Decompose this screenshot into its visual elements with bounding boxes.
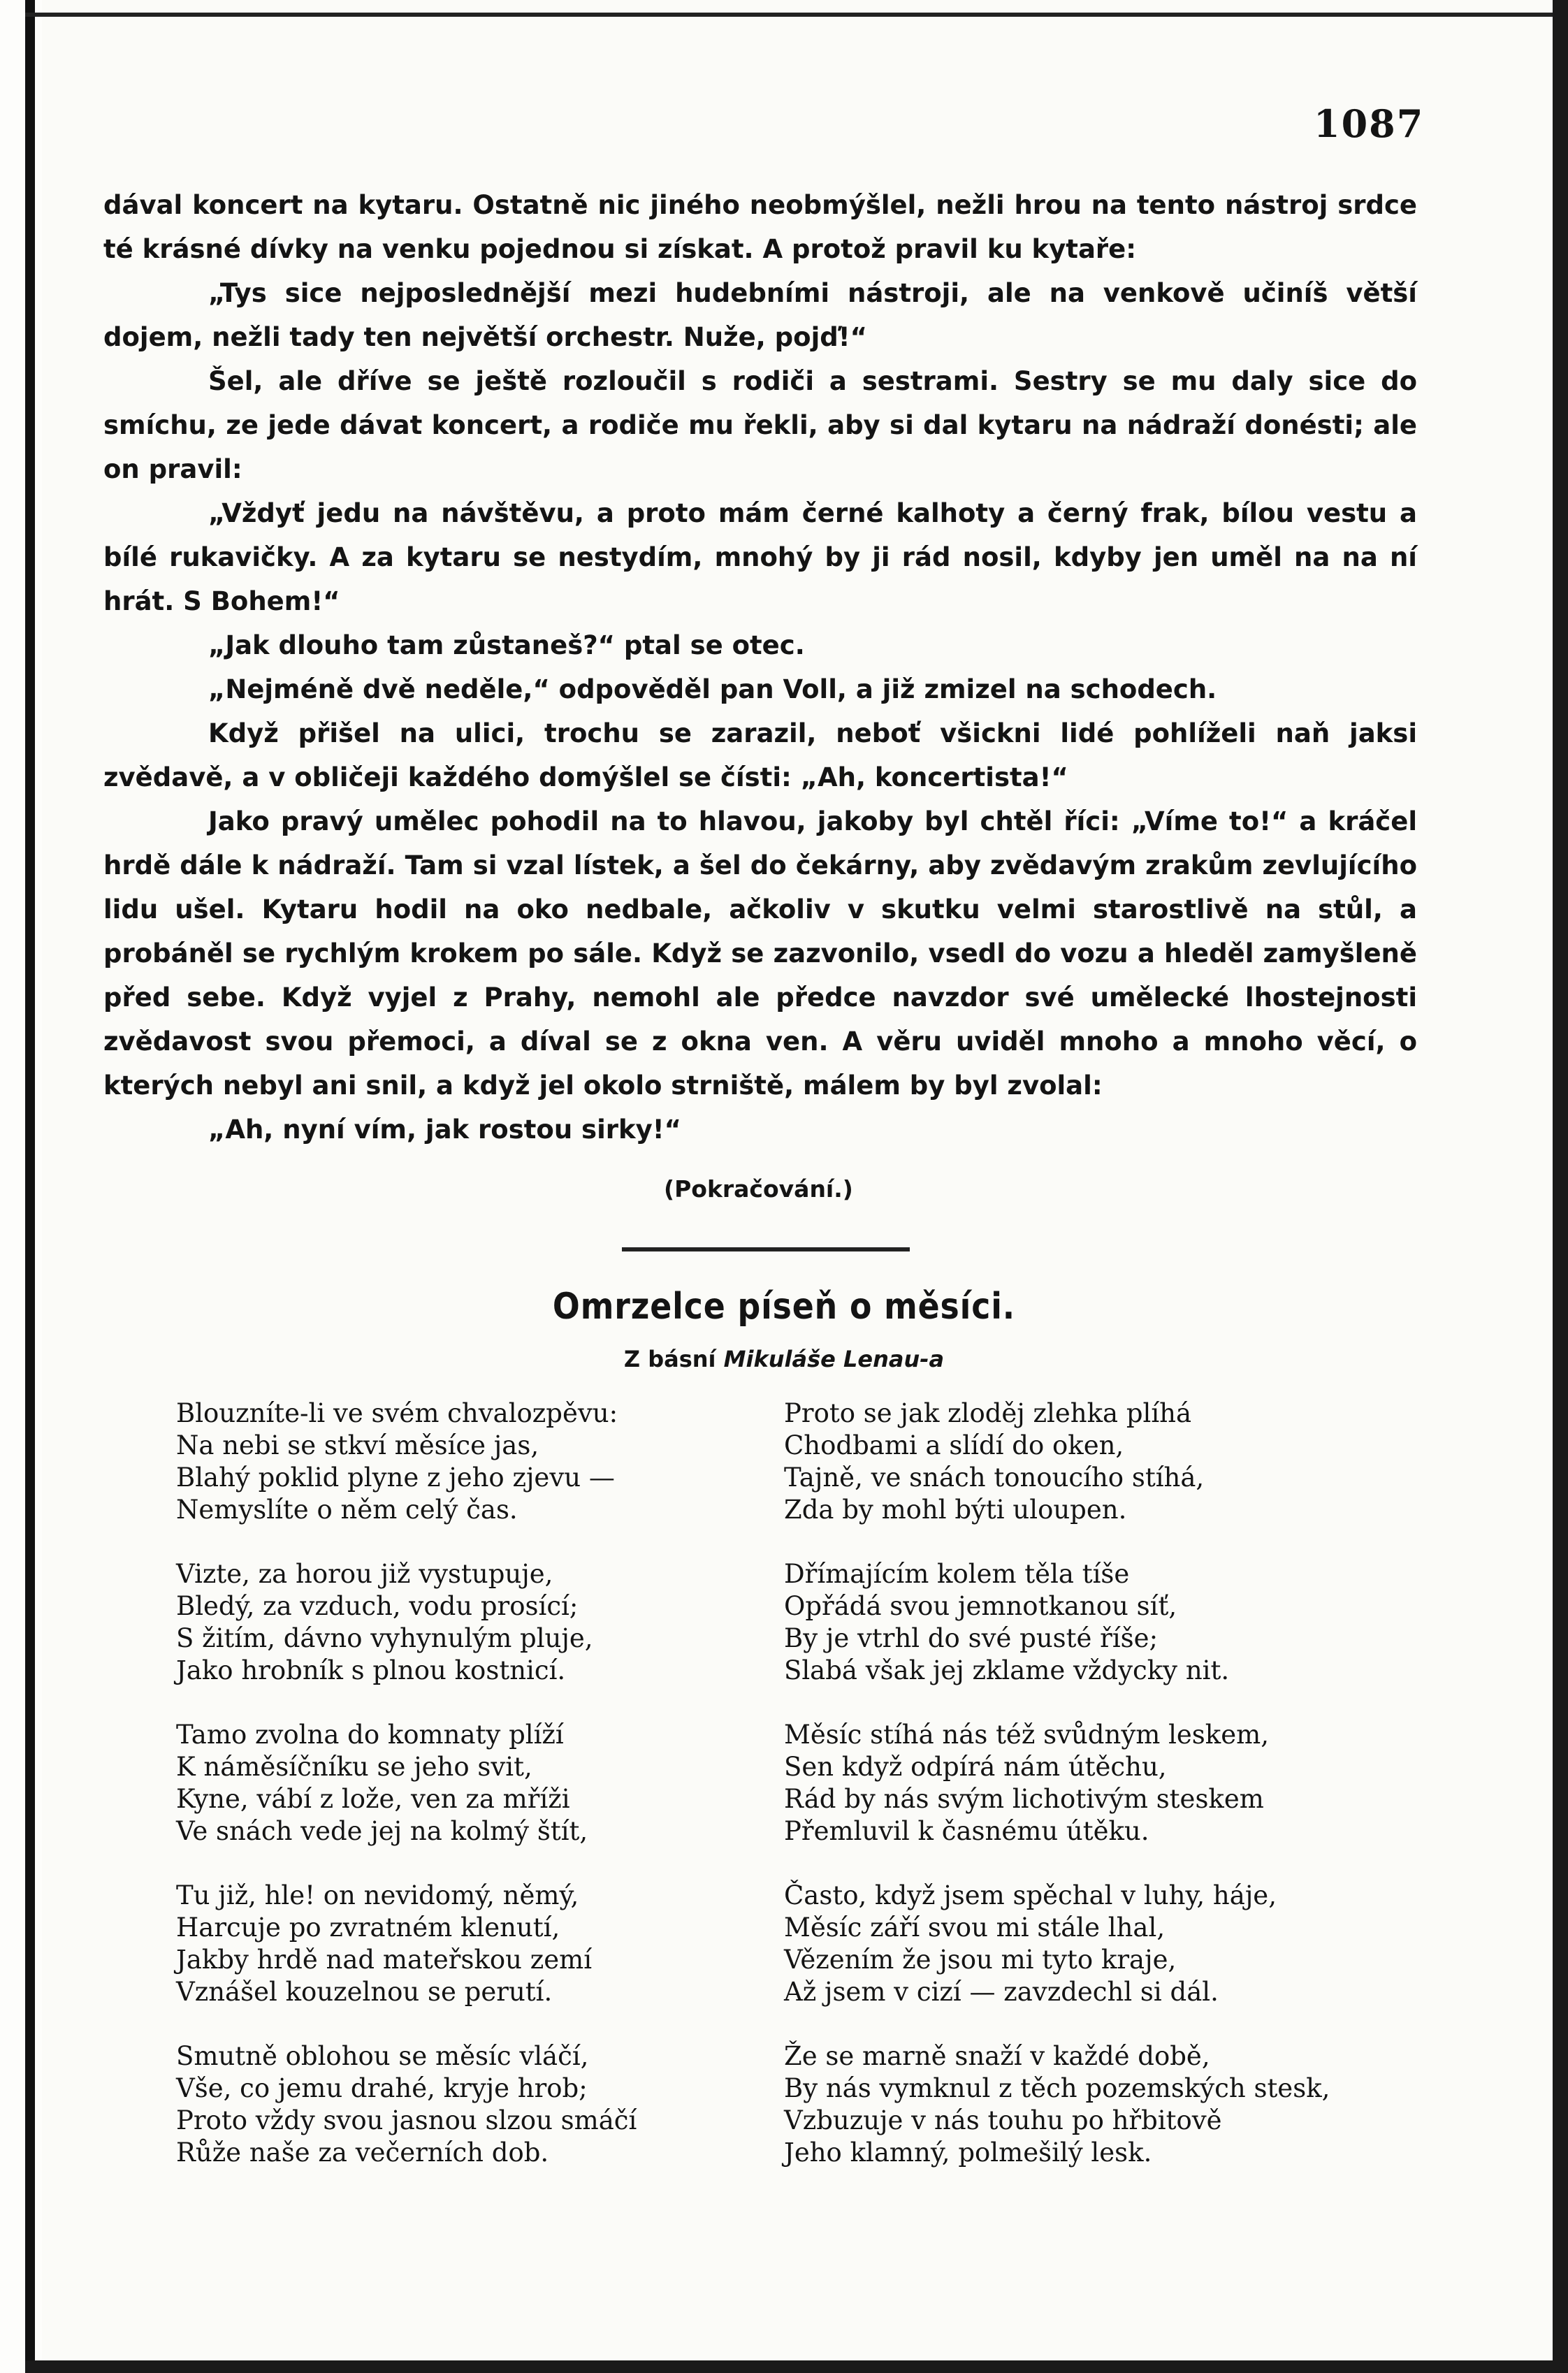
- poem-line: Jeho klamný, polmešilý lesk.: [784, 2138, 1152, 2168]
- poem-line: Jako hrobník s plnou kostnicí.: [176, 1655, 566, 1685]
- poem-line: Tajně, ve snách tonoucího stíhá,: [784, 1463, 1205, 1493]
- poem-line: Opřádá svou jemnotkanou síť,: [784, 1591, 1177, 1621]
- paragraph: „Nejméně dvě neděle,“ odpověděl pan Voll, a již zmizel na schodech.: [208, 674, 1217, 704]
- poem-title: Omrzelce píseň o měsíci.: [552, 1286, 1016, 1328]
- page-edge-bottom: [25, 2360, 1568, 2373]
- poem-line: Tamo zvolna do komnaty plíží: [176, 1720, 564, 1750]
- poem-stanza: [784, 1398, 1357, 1526]
- poem-line: Rád by nás svým lichotivým steskem: [784, 1784, 1264, 1814]
- paragraph: „Tys sice nejposlednější mezi hudebními nástroji, ale na venkově učiníš větší dojem, nežli tady ten největší orchestr. Nuže, pojď!“: [103, 278, 1417, 352]
- poem-line: Kyne, vábí z lože, ven za mříži: [176, 1784, 570, 1814]
- poem-line: Že se marně snaží v každé době,: [784, 2041, 1210, 2071]
- continued-label: (Pokračování.): [664, 1175, 853, 1203]
- poem-line: By je vtrhl do své pusté říše;: [784, 1623, 1159, 1653]
- paragraph: Šel, ale dříve se ještě rozloučil s rodiči a sestrami. Sestry se mu daly sice do smíchu, ze jede dávat koncert, a rodiče mu řekli, aby si dal kytaru na nádraží donésti; ale on pravil:: [103, 366, 1417, 484]
- poem-line: Dřímajícím kolem těla tíše: [784, 1559, 1130, 1589]
- poem-line: Jakby hrdě nad mateřskou zemí: [176, 1945, 593, 1975]
- poem-line: Ve snách vede jej na kolmý štít,: [176, 1816, 588, 1846]
- poem-line: Proto se jak zloděj zlehka plíhá: [784, 1398, 1192, 1428]
- poem-line: Sen když odpírá nám útěchu,: [784, 1752, 1167, 1782]
- poem-line: Často, když jsem spěchal v luhy, háje,: [784, 1880, 1277, 1910]
- poem-line: Vzbuzuje v nás touhu po hřbitově: [784, 2105, 1222, 2135]
- poem-line: Měsíc září svou mi stále lhal,: [784, 1913, 1166, 1943]
- page-number: 1087: [1314, 101, 1425, 146]
- poem-stanza: [176, 1880, 777, 2008]
- poem-line: Tu již, hle! on nevidomý, němý,: [176, 1880, 579, 1910]
- story-text: [103, 183, 1417, 1152]
- poem-line: Harcuje po zvratném klenutí,: [176, 1913, 560, 1943]
- poem-line: Proto vždy svou jasnou slzou smáčí: [176, 2105, 637, 2135]
- poem-subtitle: [0, 1346, 1568, 1372]
- poem-line: Vězením že jsou mi tyto kraje,: [784, 1945, 1177, 1975]
- paragraph: dával koncert na kytaru. Ostatně nic jiného neobmýšlel, nežli hrou na tento nástroj srdce té krásné dívky na venku pojednou si získat. A protož pravil ku kytaře:: [103, 190, 1417, 264]
- poem-line: By nás vymknul z těch pozemských stesk,: [784, 2073, 1330, 2103]
- subtitle-prefix: Z básní: [623, 1346, 716, 1372]
- poem-line: Až jsem v cizí — zavzdechl si dál.: [784, 1977, 1219, 2007]
- page-top-border: [25, 13, 1555, 17]
- poem-column-right: [784, 1398, 1357, 2201]
- poem-line: Blahý poklid plyne z jeho zjevu —: [176, 1463, 615, 1493]
- subtitle-author: Mikuláše Lenau-a: [723, 1346, 945, 1372]
- paragraph: „Vždyť jedu na návštěvu, a proto mám černé kalhoty a černý frak, bílou vestu a bílé rukavičky. A za kytaru se nestydím, mnohý by ji rád nosil, kdyby jen uměl na na ní hrát. S Bohem!“: [103, 498, 1417, 616]
- poem-line: Přemluvil k časnému útěku.: [784, 1816, 1149, 1846]
- poem-stanza: [784, 2040, 1357, 2169]
- poem-column-left: [176, 1398, 777, 2201]
- paragraph: „Ah, nyní vím, jak rostou sirky!“: [208, 1115, 681, 1145]
- poem-line: Vše, co jemu drahé, kryje hrob;: [176, 2073, 588, 2103]
- paragraph: „Jak dlouho tam zůstaneš?“ ptal se otec.: [208, 630, 805, 660]
- poem-stanza: [784, 1558, 1357, 1687]
- poem-stanza: [176, 1398, 777, 1526]
- page-edge-left: [0, 0, 42, 2373]
- poem-line: Nemyslíte o něm celý čas.: [176, 1495, 518, 1525]
- poem-line: Blouzníte-li ve svém chvalozpěvu:: [176, 1398, 618, 1428]
- poem-line: Růže naše za večerních dob.: [176, 2138, 549, 2168]
- poem-line: Vizte, za horou již vystupuje,: [176, 1559, 553, 1589]
- poem-line: Na nebi se stkví měsíce jas,: [176, 1430, 539, 1460]
- paragraph: Když přišel na ulici, trochu se zarazil, neboť všickni lidé pohlíželi naň jaksi zvědavě, a v obličeji každého domýšlel se čísti: „Ah, koncertista!“: [103, 718, 1417, 792]
- poem-line: Smutně oblohou se měsíc vláčí,: [176, 2041, 589, 2071]
- poem-line: Slabá však jej zklame vždycky nit.: [784, 1655, 1230, 1685]
- binding-shadow: [25, 0, 35, 2373]
- poem-line: Bledý, za vzduch, vodu prosící;: [176, 1591, 579, 1621]
- poem-stanza: [784, 1719, 1357, 1848]
- poem-line: Zda by mohl býti uloupen.: [784, 1495, 1127, 1525]
- poem-stanza: [176, 1719, 777, 1848]
- poem-stanza: [176, 2040, 777, 2169]
- poem-line: Chodbami a slídí do oken,: [784, 1430, 1124, 1460]
- poem-line: Měsíc stíhá nás též svůdným leskem,: [784, 1720, 1269, 1750]
- poem-line: Vznášel kouzelnou se perutí.: [176, 1977, 553, 2007]
- poem-stanza: [176, 1558, 777, 1687]
- section-divider: [622, 1247, 910, 1251]
- poem-stanza: [784, 1880, 1357, 2008]
- poem-line: S žitím, dávno vyhynulým pluje,: [176, 1623, 593, 1653]
- poem-line: K náměsíčníku se jeho svit,: [176, 1752, 532, 1782]
- paragraph: Jako pravý umělec pohodil na to hlavou, jakoby byl chtěl říci: „Víme to!“ a kráčel hrdě dále k nádraží. Tam si vzal lístek, a šel do čekárny, aby zvědavým zrakům zevlujícího lidu ušel. Kytaru hodil na oko nedbale, ačkoliv v skutku velmi starostlivě na stůl, a probáněl se rychlým krokem po sále. Když se zazvonilo, vsedl do vozu a hleděl zamyšleně před sebe. Když vyjel z Prahy, nemohl ale předce navzdor své umělecké lhostejnosti zvědavost svou přemoci, a díval se z okna ven. A věru uviděl mnoho a mnoho věcí, o kterých nebyl ani snil, a když jel okolo strniště, málem by byl zvolal:: [103, 806, 1417, 1101]
- page-edge-right: [1553, 0, 1568, 2373]
